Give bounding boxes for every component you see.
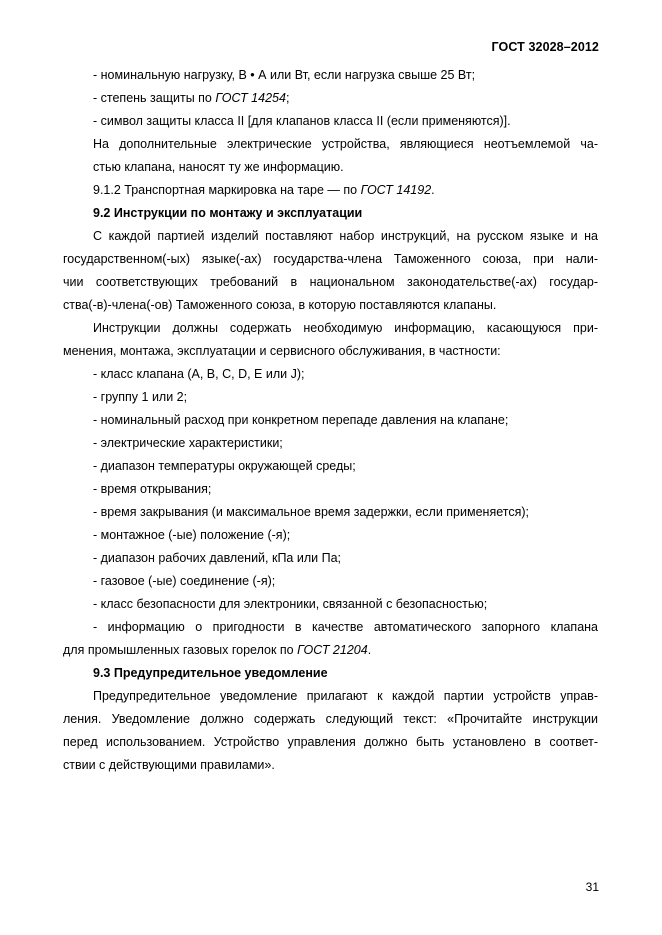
text-line: [93, 457, 598, 475]
text-span: для промышленных газовых горелок по: [63, 643, 298, 657]
text-span: - монтажное (-ые) положение (-я);: [93, 528, 291, 542]
text-span: - время закрывания (и максимальное время задержки, если применяется);: [93, 505, 529, 519]
text-span: - электрические характеристики;: [93, 436, 283, 450]
text-line: [93, 480, 598, 498]
text-line: [93, 595, 598, 613]
text-span: чии соответствующих требований в национальном законодательстве(-ах) государ-: [63, 275, 598, 289]
text-span: ства(-в)-члена(-ов) Таможенного союза, в которую поставляются клапаны.: [63, 298, 497, 312]
text-line: [63, 296, 598, 314]
text-span: С каждой партией изделий поставляют набор инструкций, на русском языке и на: [93, 229, 598, 243]
page-number: 31: [585, 880, 599, 894]
text-line: [93, 66, 598, 84]
text-span: 9.1.2 Транспортная маркировка на таре — по: [93, 183, 361, 197]
text-span: Инструкции должны содержать необходимую информацию, касающуюся при-: [93, 321, 598, 335]
text-span: - номинальный расход при конкретном перепаде давления на клапане;: [93, 413, 509, 427]
text-span: ления. Уведомление должно содержать следующий текст: «Прочитайте инструкции: [63, 712, 598, 726]
document-code-header: ГОСТ 32028–2012: [491, 40, 599, 54]
text-line: [63, 641, 598, 659]
text-span: На дополнительные электрические устройства, являющиеся неотъемлемой ча-: [93, 137, 598, 151]
text-line: [93, 434, 598, 452]
text-span: государственном(-ых) языке(-ах) государства-члена Таможенного союза, при нали-: [63, 252, 598, 266]
text-line: [93, 158, 598, 176]
text-span: перед использованием. Устройство управления должно быть установлено в соответ-: [63, 735, 598, 749]
standard-reference: ГОСТ 14192: [360, 183, 432, 197]
section-heading: 9.2 Инструкции по монтажу и эксплуатации: [93, 206, 363, 220]
text-span: - группу 1 или 2;: [93, 390, 188, 404]
text-span: .: [431, 183, 435, 197]
text-line: [93, 204, 598, 222]
text-span: - класс клапана (A, B, C, D, E или J);: [93, 367, 305, 381]
text-line: [93, 526, 598, 544]
text-line: [93, 411, 598, 429]
standard-reference: ГОСТ 14254: [215, 91, 286, 105]
text-line: [93, 687, 598, 705]
text-span: - диапазон температуры окружающей среды;: [93, 459, 356, 473]
text-line: [63, 756, 598, 774]
text-line: [93, 319, 598, 337]
text-line: [93, 181, 598, 199]
text-line: [93, 572, 598, 590]
text-line: [63, 710, 598, 728]
text-line: [93, 112, 598, 130]
text-span: менения, монтажа, эксплуатации и сервисного обслуживания, в частности:: [63, 344, 501, 358]
text-span: ;: [285, 91, 290, 105]
text-span: - время открывания;: [93, 482, 212, 496]
text-span: - класс безопасности для электроники, связанной с безопасностью;: [93, 597, 488, 611]
text-span: - номинальную нагрузку, В • А или Вт, если нагрузка свыше 25 Вт;: [93, 68, 476, 82]
text-line: [93, 618, 598, 636]
text-line: [93, 365, 598, 383]
text-span: стью клапана, наносят ту же информацию.: [93, 160, 344, 174]
text-span: - степень защиты по: [93, 91, 216, 105]
text-span: .: [367, 643, 372, 657]
text-span: - газовое (-ые) соединение (-я);: [93, 574, 276, 588]
text-span: ствии с действующими правилами».: [63, 758, 275, 772]
text-line: [63, 273, 598, 291]
text-span: - информацию о пригодности в качестве автоматического запорного клапана: [93, 620, 598, 634]
text-line: [93, 664, 598, 682]
text-line: [93, 227, 598, 245]
text-line: [93, 388, 598, 406]
text-line: [93, 89, 598, 107]
section-heading: 9.3 Предупредительное уведомление: [93, 666, 328, 680]
text-span: - символ защиты класса II [для клапанов класса II (если применяются)].: [93, 114, 511, 128]
text-span: Предупредительное уведомление прилагают к каждой партии устройств управ-: [93, 689, 598, 703]
text-span: - диапазон рабочих давлений, кПа или Па;: [93, 551, 341, 565]
text-line: [63, 342, 598, 360]
standard-reference: ГОСТ 21204: [297, 643, 368, 657]
text-line: [93, 135, 598, 153]
text-line: [93, 549, 598, 567]
text-line: [63, 250, 598, 268]
text-line: [93, 503, 598, 521]
text-line: [63, 733, 598, 751]
